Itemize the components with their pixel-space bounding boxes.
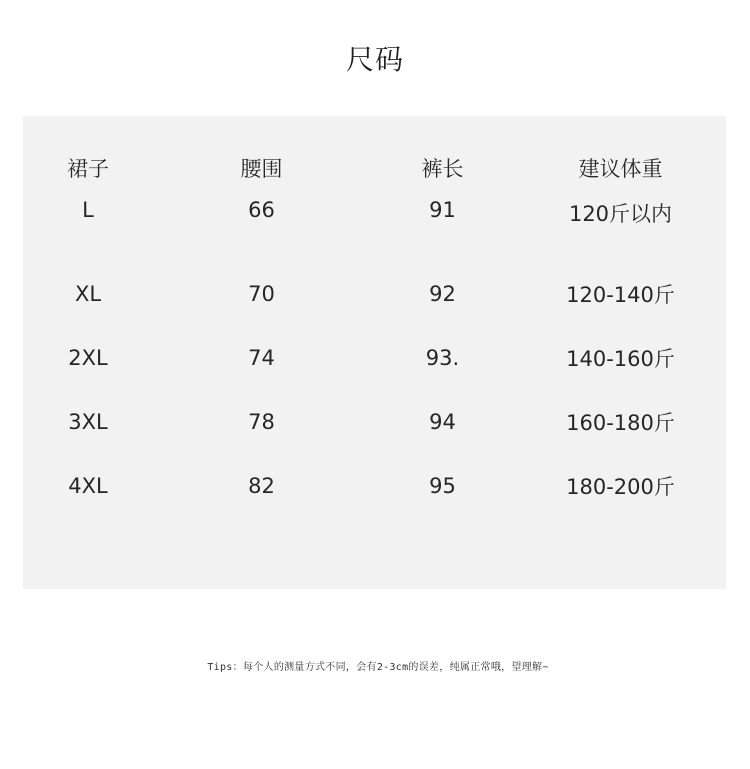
header-size: 裙子 [67, 157, 109, 181]
cell-weight: 120-140斤 [566, 283, 675, 307]
header-length: 裤长 [421, 157, 464, 181]
cell-waist: 74 [248, 346, 275, 370]
table-row [23, 454, 726, 518]
cell-length: 95 [429, 474, 456, 498]
cell-size: L [82, 198, 94, 222]
cell-waist: 70 [248, 282, 275, 306]
cell-weight: 160-180斤 [566, 411, 675, 435]
cell-weight: 120斤以内 [568, 202, 673, 226]
header-waist: 腰围 [240, 157, 283, 181]
cell-length: 94 [429, 410, 456, 434]
cell-size: 4XL [68, 474, 108, 498]
table-row [23, 198, 726, 262]
cell-length: 93. [425, 346, 460, 370]
cell-length: 92 [429, 282, 456, 306]
table-row [23, 262, 726, 326]
page-title: 尺码 [345, 43, 404, 76]
tips-note: Tips：每个人的测量方式不同，会有2-3cm的误差，纯属正常哦，望理解~ [207, 662, 549, 673]
cell-waist: 82 [248, 474, 275, 498]
cell-waist: 78 [248, 410, 275, 434]
cell-size: 2XL [68, 346, 108, 370]
header-weight: 建议体重 [578, 157, 663, 181]
cell-weight: 180-200斤 [566, 475, 675, 499]
size-table [23, 116, 726, 518]
size-chart-panel [23, 116, 726, 589]
table-row [23, 326, 726, 390]
cell-size: 3XL [68, 410, 108, 434]
cell-length: 91 [429, 198, 456, 222]
cell-weight: 140-160斤 [566, 347, 675, 371]
table-row [23, 390, 726, 454]
table-header-row [23, 116, 726, 198]
cell-waist: 66 [248, 198, 275, 222]
cell-size: XL [74, 282, 102, 306]
